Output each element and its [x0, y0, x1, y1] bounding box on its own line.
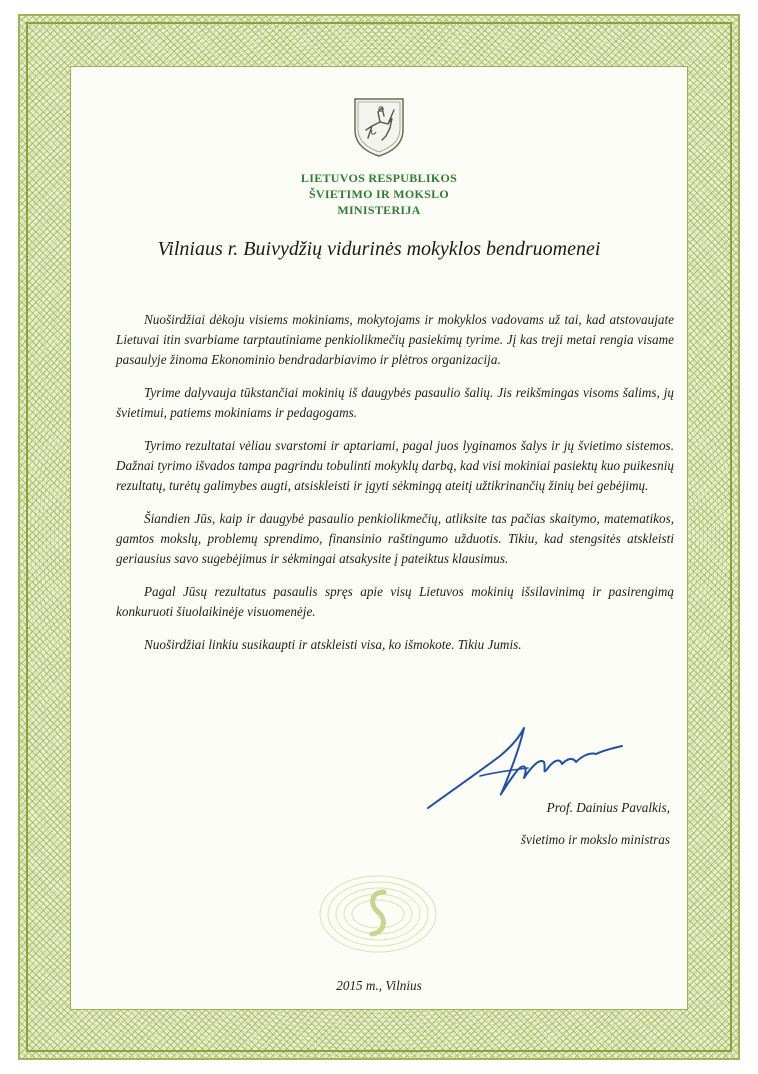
- vytis-coat-of-arms-icon: [352, 96, 406, 158]
- letter-paragraph: Tyrime dalyvauja tūkstančiai mokinių iš daugybės pasaulio šalių. Jis reikšmingas visoms šalims, jų švietimui, patiems mokiniams ir pedagogams.: [116, 385, 674, 420]
- letter-paragraph: Šiandien Jūs, kaip ir daugybė pasaulio penkiolikmečių, atliksite tas pačias skaitymo, matematikos, gamtos mokslų, problemų sprendimo, finansinio raštingumo užduotis. Tikiu, kad stengsitės atskleisti geriausius savo sugebėjimus ir sėkmingai atsakysite į pateiktus klausimus.: [116, 511, 674, 566]
- letter-paragraph: Nuoširdžiai linkiu susikaupti ir atskleisti visa, ko išmokote. Tikiu Jumis.: [144, 637, 522, 652]
- letter-paragraph: Pagal Jūsų rezultatus pasaulis spręs apie visų Lietuvos mokinių išsilavinimą ir pasirengimą konkuruoti šiuolaikinėje visuomenėje.: [116, 584, 674, 619]
- addressee-heading: Vilniaus r. Buivydžių vidurinės mokyklos bendruomenei: [157, 238, 601, 260]
- signer-title: švietimo ir mokslo ministras: [520, 832, 670, 847]
- ministry-line: ŠVIETIMO IR MOKSLO: [308, 187, 450, 201]
- signer-block: [420, 792, 670, 856]
- letter-paragraph: Nuoširdžiai dėkoju visiems mokiniams, mokytojams ir mokyklos vadovams už tai, kad atstovaujate Lietuvai itin svarbiame tarptautiniame penkiolikmečių pasiekimų tyrime. Jį kas treji metai rengia visame pasaulyje žinoma Ekonominio bendradarbiavimo ir plėtros organizacija.: [116, 312, 674, 367]
- place-and-date: 2015 m., Vilnius: [336, 978, 422, 993]
- ministry-line: MINISTERIJA: [337, 203, 421, 217]
- ministry-heading: [229, 170, 529, 218]
- letter-body: [116, 310, 674, 668]
- ministry-line: LIETUVOS RESPUBLIKOS: [300, 171, 458, 185]
- letter-paragraph: Tyrimo rezultatai vėliau svarstomi ir aptariami, pagal juos lyginamos šalys ir jų švietimo sistemos. Dažnai tyrimo išvados tampa pagrindu tobulinti mokyklų darbą, kad visi mokiniai pasiektų kuo puikesnių rezultatų, turėtų galimybes augti, atsiskleisti ir įgyti sėkmingą ateitį užtikrinančių žinių bei gebėjimų.: [116, 438, 674, 493]
- signer-name: Prof. Dainius Pavalkis,: [546, 800, 670, 815]
- ministry-watermark-seal: [316, 872, 440, 956]
